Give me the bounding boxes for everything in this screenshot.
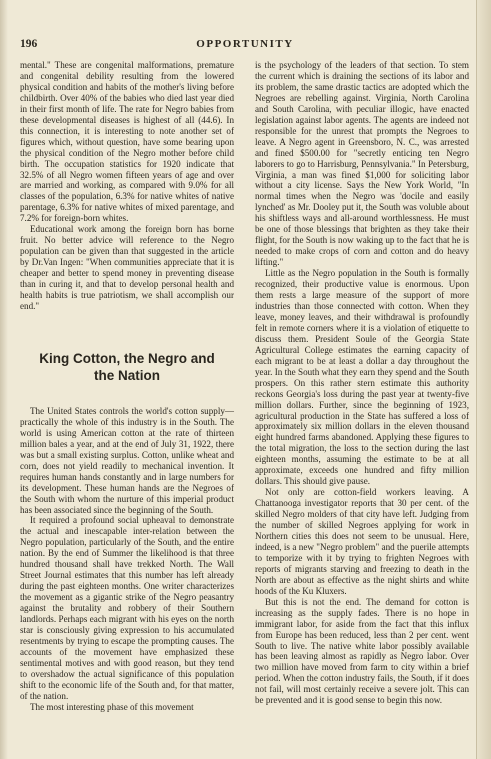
- page-gutter-shadow: [0, 0, 8, 759]
- paragraph: The most interesting phase of this movement: [30, 701, 194, 712]
- paragraph: Educational work among the foreign born has borne fruit. No better advice will reference to the Negro population can be given than that suggested in the article by Dr.Van Ingen: "When communities appreciate that it is cheaper and better to spend money in preventing disease than in curing it, and that to develop personal health and health habits is true patriotism, we shall accomplish our end.": [20, 224, 234, 311]
- page-edge-strip: [476, 0, 491, 759]
- page-number: 196: [20, 38, 38, 50]
- section-title-line: King Cotton, the Negro and: [39, 350, 215, 366]
- section-title: [20, 350, 234, 384]
- paragraph: Not only are cotton-field workers leaving. A Chattanooga investigator reports that 30 per cent. of the skilled Negro molders of that city have left. Judging from the number of skilled Negroes applying for work in Northern cities this does not seem to be unusual. Here, indeed, is a new "Negro problem" and the puerile attempts to temporize with it by trying to frighten Negroes with reports of migrants starving and freezing to death in the North are about as effective as the night shirts and white hoods of the Ku Kluxers.: [255, 487, 469, 596]
- running-head: OPPORTUNITY: [196, 38, 294, 50]
- paragraph: mental." These are congenital malformations, premature and congenital debility resulting from the lowered physical condition and habits of the mother's living before childbirth. Over 40% of the babies who died last year died in their first month of life. The rate for Negro babies from these developmental diseases is highest of all (44.6). In this connection, it is interesting to note another set of figures which, without question, have some bearing upon the physical condition of the Negro mother before child birth. The occupation statistics for 1920 indicate that 32.5% of all Negro women fifteen years of age and over are married and working, as compared with 9.0% for all classes of the population, 6.3% for native whites of native parentage, 6.3% for native whites of mixed parentage, and 7.2% for foreign-born whites.: [20, 60, 234, 224]
- paragraph: But this is not the end. The demand for cotton is increasing as the supply fades. There is no hope in immigrant labor, for aside from the fact that this influx from Europe has been reduced, less than 2 per cent. went South to live. The native white labor possibly available has been leaving almost as rapidly as Negro labor. Over two million have moved from farm to city within a brief period. When the cotton industry fails, the South, if it does not fail, will most certainly receive a severe jolt. This can be prevented and it is good sense to begin this now.: [255, 596, 469, 706]
- paragraph: is the psychology of the leaders of that section. To stem the current which is draining the sections of its labor and its problem, the same drastic tactics are adopted which the Negroes are rebelling against. Virginia, North Carolina and South Carolina, with peculiar illogic, have enacted legislation against labor agents. The agents are indeed not responsible for the unrest that prompts the Negroes to leave. A Negro agent in Greensboro, N. C., was arrested and fined $500.00 for "secretly enticing ten Negro laborers to go to Harrisburg, Pennsylvania." In Petersburg, Virginia, a man was fined $1,000 for soliciting labor without a city license. Says the New York World, "In normal times when the Negro was 'docile and easily lynched' as Mr. Dooley put it, the South was voluble about his shiftless ways and all-around worthlessness. He must be one of those blessings that brighten as they take their flight, for the South is now waking up to the fact that he is needed to make crops of corn and cotton and do heavy lifting.": [255, 60, 469, 268]
- page-header: [20, 38, 470, 54]
- paragraph: It required a profound social upheaval to demonstrate the actual and inescapable inter-relation between the Negro population, particularly of the South, and the entire nation. By the end of Summer the likelihood is that three hundred thousand shall have trekked North. The Wall Street Journal estimates that this number has left already during the past eighteen months. One writer characterizes the movement as a gigantic strike of the Negro peasantry against the brutality and robbery of their Southern landlords. Perhaps each migrant with his eyes on the north star is consciously giving expression to his accumulated resentments by trying to escape the prompting causes. The accounts of the movement have emphasized these sentimental motives and with good reason, but they tend to overshadow the actual significance of this population shift to the economic life of the South and, for that matter, of the nation.: [20, 515, 234, 701]
- left-column: [20, 60, 234, 713]
- paragraph: The United States controls the world's cotton supply—practically the whole of this industry is in the South. The world is using American cotton at the rate of thirteen million bales a year, and at the end of July 31, 1922, there was but a small existing surplus. Cotton, unlike wheat and corn, does not yield readily to mechanical invention. It requires human hands constantly and in large numbers for its development. These human hands are the Negroes of the South with whom the nurture of this imperial product has been associated since the beginning of the South.: [20, 405, 234, 515]
- section-title-line: the Nation: [94, 367, 160, 383]
- paragraph: Little as the Negro population in the South is formally recognized, their productive value is enormous. Upon them rests a large measure of the support of more industries than those connected with cotton. When they leave, money leaves, and their withdrawal is profoundly felt in remote corners where it is a violation of etiquette to discuss them. President Soule of the Georgia State Agricultural College estimates the earning capacity of each migrant to be at least a dollar a day throughout the year. In the South what they earn they spend and the South prospers. On this rather stern estimate this authority reckons Georgia's loss during the past year at twenty-five million dollars. Further, since the beginning of 1923, agricultural production in the State has suffered a loss of approximately six million dollars in the eleven thousand eight hundred farms abandoned. Applying these figures to the total migration, the loss to the section during the last eighteen months, assuming the estimate to be at all approximate, exceeds one hundred and fifty million dollars. This should give pause.: [255, 268, 469, 487]
- right-column: [255, 60, 469, 706]
